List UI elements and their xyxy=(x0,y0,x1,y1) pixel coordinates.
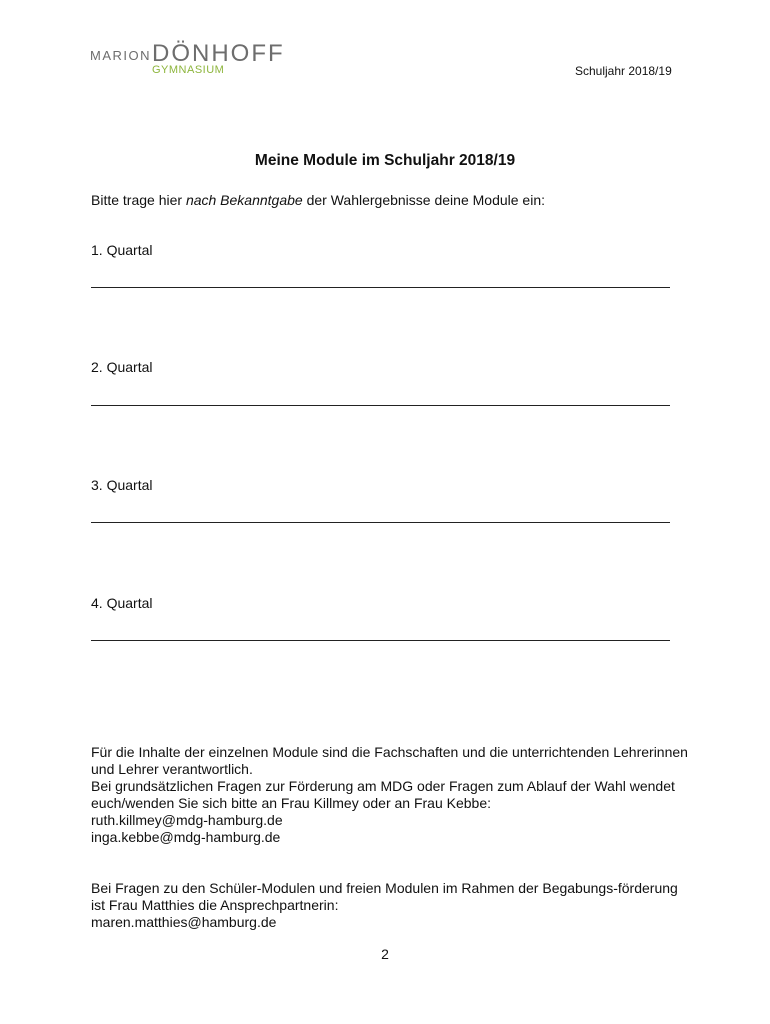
school-logo xyxy=(90,42,330,82)
quarter-entry-line-4[interactable] xyxy=(91,640,670,641)
quarter-entry-line-1[interactable] xyxy=(91,287,670,288)
giftedness-info: Bei Fragen zu den Schüler-Modulen und freien Modulen im Rahmen der Begabungs-förderung ist Frau Matthies die Ansprechpartnerin: maren.matthies@hamburg.de xyxy=(91,880,678,930)
quarter-entry-line-2[interactable] xyxy=(91,405,670,406)
intro-before: Bitte trage hier xyxy=(91,192,186,208)
page-number: 2 xyxy=(381,946,389,962)
intro-emphasis: nach Bekanntgabe xyxy=(185,192,303,208)
intro-text xyxy=(91,192,545,208)
intro-after: der Wahlergebnisse deine Module ein: xyxy=(302,192,545,208)
quarter-entry-line-3[interactable] xyxy=(91,522,670,523)
quarter-label-2: 2. Quartal xyxy=(91,359,153,375)
quarter-label-1: 1. Quartal xyxy=(91,242,153,258)
logo-gymnasium-text: GYMNASIUM xyxy=(152,64,225,76)
school-year-header: Schuljahr 2018/19 xyxy=(575,64,672,78)
logo-marion-text: MARION xyxy=(90,48,151,63)
logo-donhoff-text: DÖNHOFF xyxy=(152,40,285,67)
quarter-label-3: 3. Quartal xyxy=(91,477,153,493)
page-title: Meine Module im Schuljahr 2018/19 xyxy=(254,152,516,169)
quarter-label-4: 4. Quartal xyxy=(91,595,153,611)
responsibility-info: Für die Inhalte der einzelnen Module sind die Fachschaften und die unterrichtenden Lehrerinnen und Lehrer verantwortlich. Bei grundsätzlichen Fragen zur Förderung am MDG oder Fragen zum Ablauf der Wahl wendet euch/wenden Sie sich bitte an Frau Killmey oder an Frau Kebbe: ruth.killmey@mdg-hamburg.de inga.kebbe@mdg-hamburg.de xyxy=(91,744,688,845)
